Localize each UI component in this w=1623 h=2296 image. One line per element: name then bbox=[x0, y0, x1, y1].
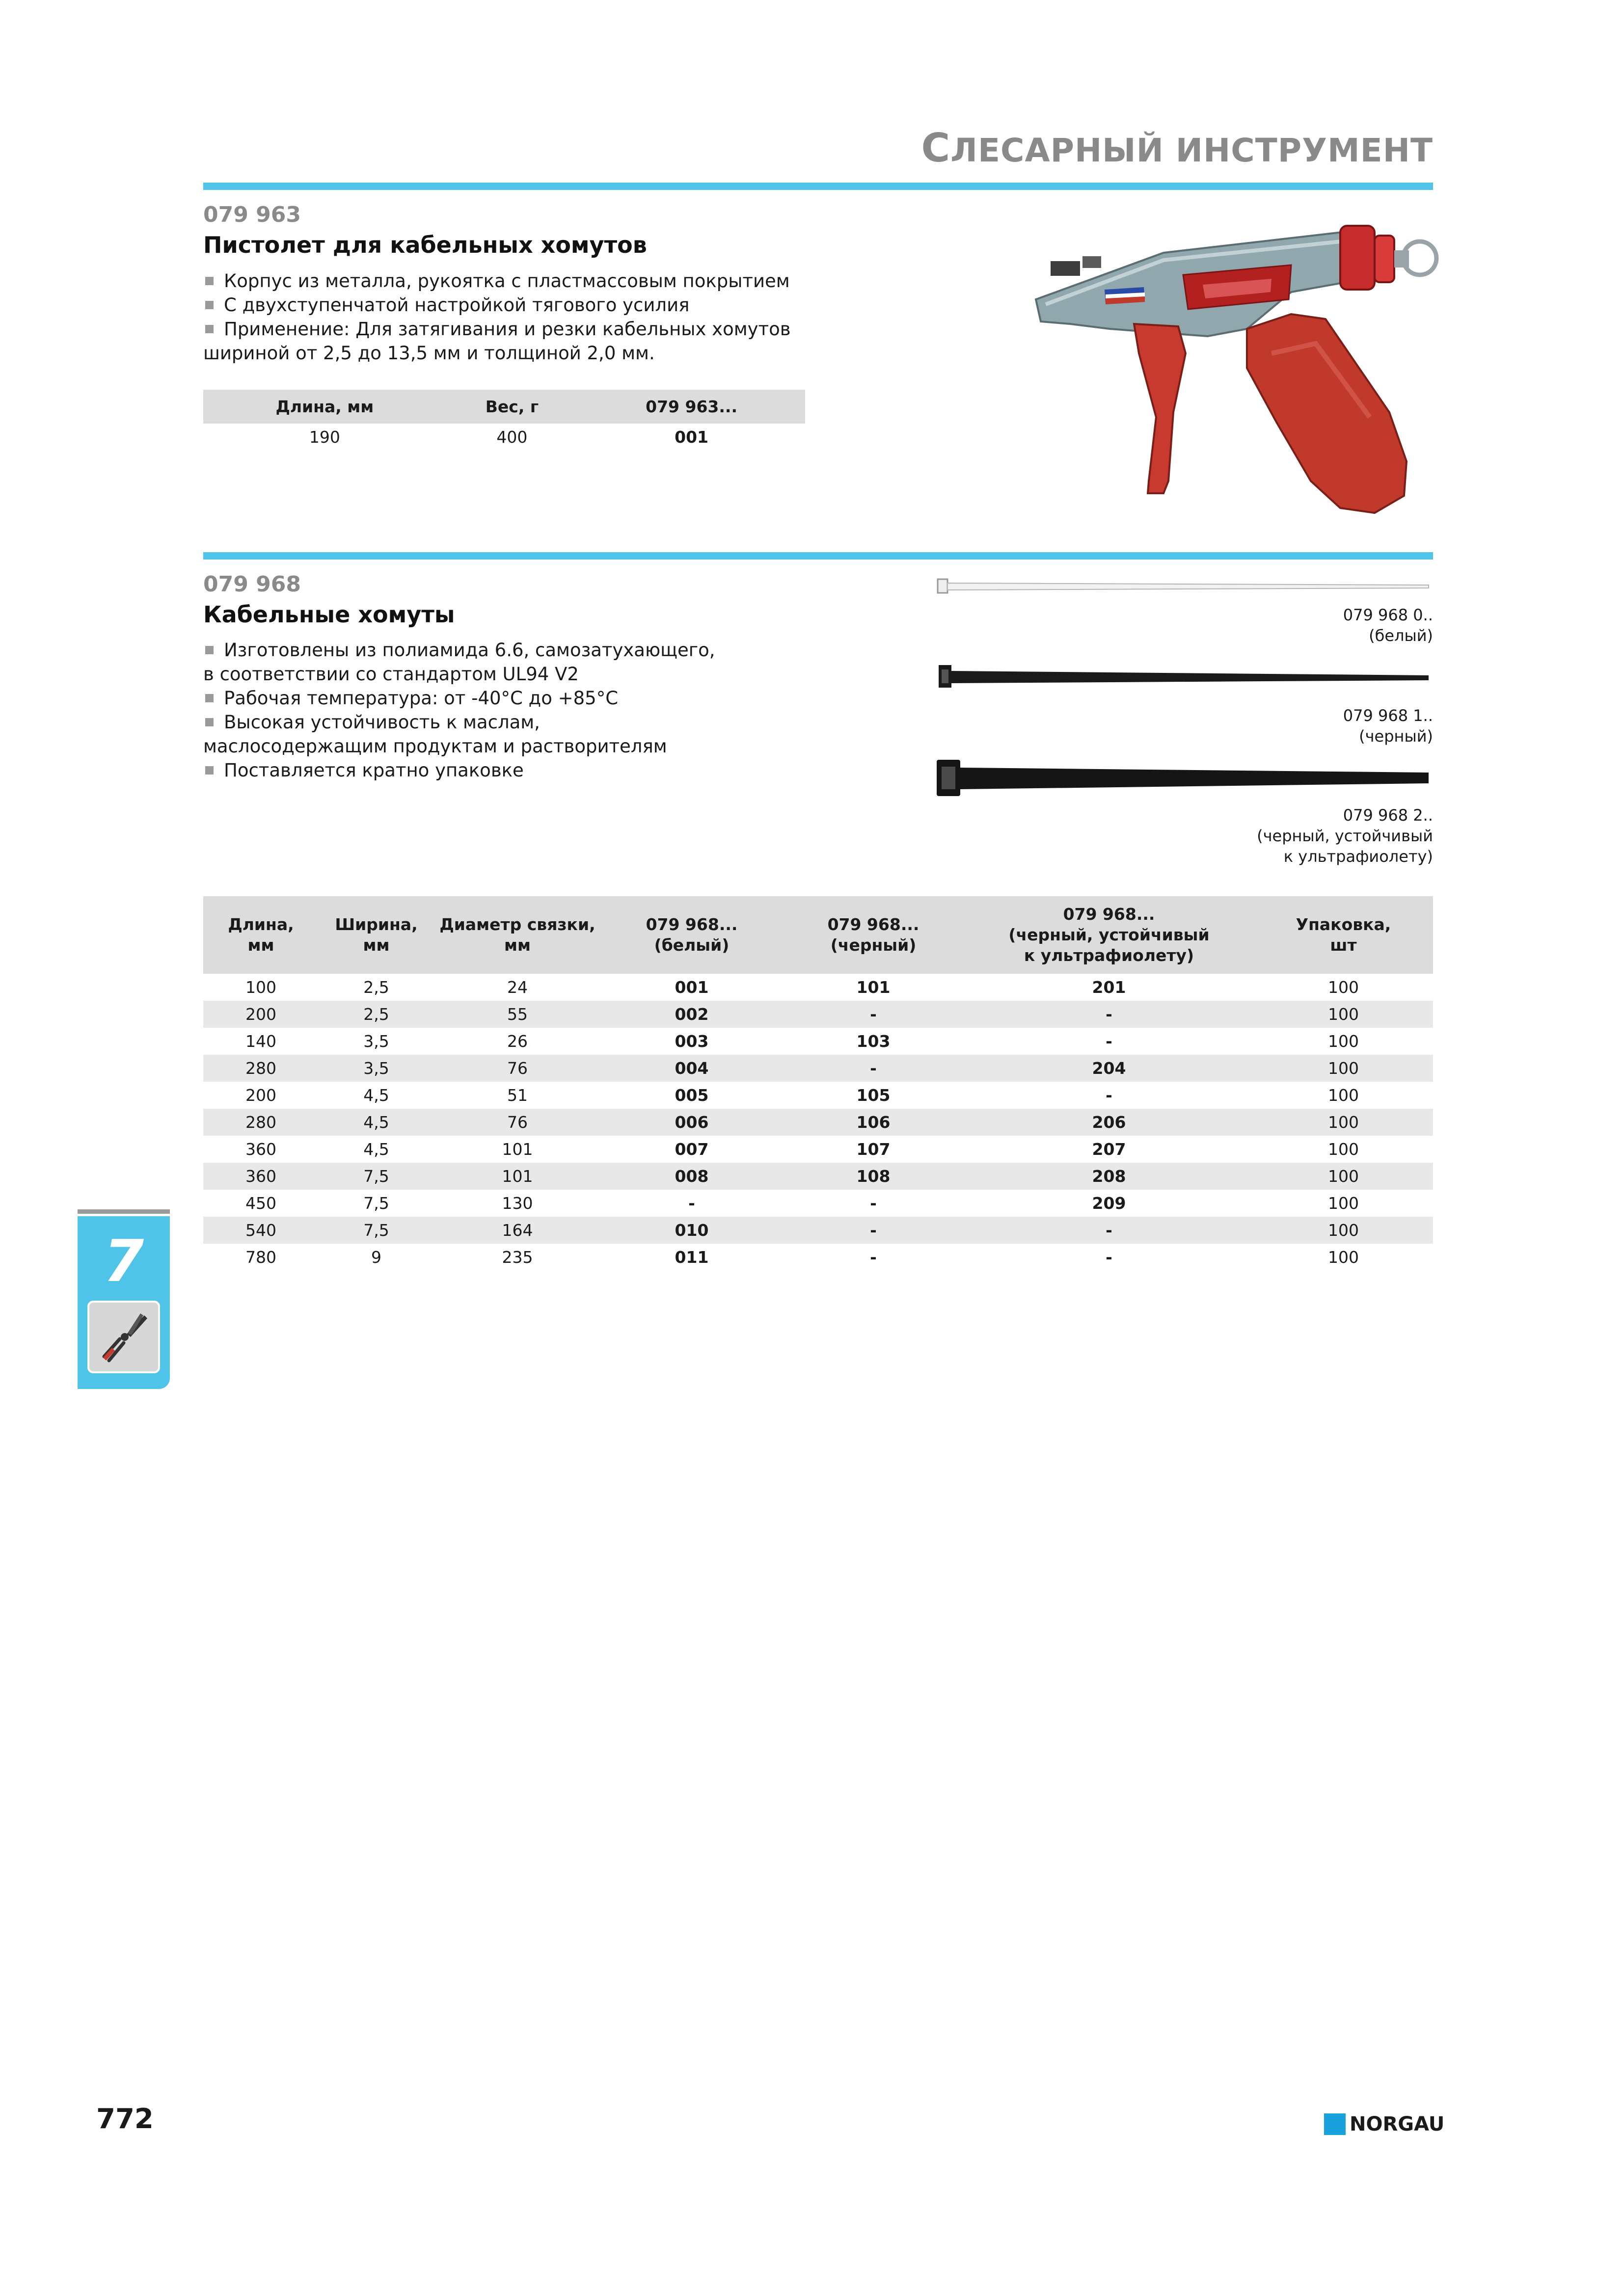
table-cell: 540 bbox=[203, 1217, 319, 1244]
table-cell: 26 bbox=[507, 1032, 528, 1051]
table-cell: 100 bbox=[1254, 1055, 1433, 1082]
table-cell: 204 bbox=[964, 1055, 1254, 1082]
table-cell: - bbox=[1106, 1032, 1112, 1051]
table-cell: 105 bbox=[856, 1086, 891, 1105]
table-cell: 101 bbox=[856, 978, 891, 997]
bullet-continuation: шириной от 2,5 до 13,5 мм и толщиной 2,0 мм. bbox=[203, 343, 655, 364]
brand-logo-mark bbox=[1324, 2113, 1346, 2135]
column-header: Диаметр связки, мм bbox=[434, 896, 601, 974]
table-cell: 001 bbox=[675, 427, 708, 447]
column-header: Упаковка, шт bbox=[1254, 896, 1433, 974]
brand-name: NORGAU bbox=[1350, 2113, 1445, 2136]
table-cell: 130 bbox=[502, 1194, 533, 1213]
table-row bbox=[203, 1244, 1433, 1271]
table-cell: 101 bbox=[434, 1163, 601, 1190]
table-cell: 55 bbox=[434, 1001, 601, 1028]
column-header: 079 968... (черный, устойчивый к ультрафиолету) bbox=[964, 896, 1254, 974]
bullet-item: Корпус из металла, рукоятка с пластмассовым покрытием bbox=[203, 269, 841, 293]
table-cell: 005 bbox=[675, 1086, 709, 1105]
table-cell: 006 bbox=[601, 1109, 783, 1136]
table-cell: 235 bbox=[502, 1248, 533, 1267]
table-cell: - bbox=[783, 1055, 964, 1082]
bullet-item: Высокая устойчивость к маслам, bbox=[203, 710, 841, 734]
table-row bbox=[203, 1109, 1433, 1136]
product-title: Пистолет для кабельных хомутов bbox=[203, 232, 647, 258]
table-cell: - bbox=[783, 1217, 964, 1244]
bullet-continuation: маслосодержащим продуктам и растворителям bbox=[203, 736, 667, 757]
bullet-item: Изготовлены из полиамида 6.6, самозатухающего, bbox=[203, 638, 841, 662]
table-cell: 011 bbox=[675, 1248, 709, 1267]
table-cell: 360 bbox=[245, 1140, 276, 1159]
table-cell: 51 bbox=[507, 1086, 528, 1105]
table-cell: - bbox=[870, 1194, 877, 1213]
table-cell: 008 bbox=[601, 1163, 783, 1190]
tie-caption-white bbox=[1343, 605, 1433, 646]
table-cell: 100 bbox=[1328, 1086, 1359, 1105]
table-cell: 107 bbox=[856, 1140, 891, 1159]
column-header: 079 968... (белый) bbox=[601, 896, 783, 974]
table-cell: 280 bbox=[203, 1055, 319, 1082]
table-cell: 3,5 bbox=[319, 1055, 434, 1082]
table-cell: - bbox=[870, 1248, 877, 1267]
column-header: Вес, г bbox=[446, 390, 578, 424]
table-cell: 208 bbox=[964, 1163, 1254, 1190]
table-cell: 780 bbox=[245, 1248, 276, 1267]
table-cell: 100 bbox=[1254, 1163, 1433, 1190]
table-cell: 101 bbox=[502, 1140, 533, 1159]
tie-caption-line: к ультрафиолету) bbox=[1283, 847, 1433, 866]
table-row bbox=[203, 1001, 1433, 1028]
table-cell: 3,5 bbox=[363, 1032, 389, 1051]
table-row bbox=[203, 974, 1433, 1001]
table-cell: - bbox=[688, 1194, 695, 1213]
table-cell: 100 bbox=[1254, 1001, 1433, 1028]
tie-caption-uv bbox=[1257, 805, 1433, 867]
table-cell: 207 bbox=[1092, 1140, 1126, 1159]
table-cell: 100 bbox=[245, 978, 276, 997]
bullet-item: Рабочая температура: от -40°C до +85°C bbox=[203, 686, 841, 710]
section-divider bbox=[203, 183, 1433, 190]
product-code: 079 963 bbox=[203, 202, 301, 227]
table-cell: 209 bbox=[1092, 1194, 1126, 1213]
table-cell: 100 bbox=[1254, 1109, 1433, 1136]
table-cell: 4,5 bbox=[319, 1109, 434, 1136]
table-cell: - bbox=[964, 1217, 1254, 1244]
table-cell: 9 bbox=[371, 1248, 381, 1267]
tie-caption-line: 079 968 2.. bbox=[1343, 806, 1433, 825]
table-cell: 190 bbox=[309, 427, 340, 447]
bullet-item: Поставляется кратно упаковке bbox=[203, 758, 841, 782]
tie-caption-black bbox=[1343, 705, 1433, 747]
tie-caption-line: 079 968 0.. bbox=[1343, 606, 1433, 624]
column-header: Ширина, мм bbox=[319, 896, 434, 974]
column-header: Длина, мм bbox=[203, 896, 319, 974]
table-cell: 7,5 bbox=[363, 1194, 389, 1213]
table-cell: - bbox=[783, 1001, 964, 1028]
table-cell: 206 bbox=[964, 1109, 1254, 1136]
column-header: Длина, мм bbox=[203, 390, 446, 424]
table-cell: - bbox=[1106, 1086, 1112, 1105]
table-row bbox=[203, 1055, 1433, 1082]
table-row bbox=[203, 1190, 1433, 1217]
variants-table bbox=[203, 896, 1433, 1271]
feature-list bbox=[203, 269, 841, 365]
product-title: Кабельные хомуты bbox=[203, 601, 455, 628]
table-cell: 002 bbox=[601, 1001, 783, 1028]
table-cell: 164 bbox=[434, 1217, 601, 1244]
page-number: 772 bbox=[96, 2103, 154, 2135]
table-cell: 100 bbox=[1328, 978, 1359, 997]
table-cell: 100 bbox=[1254, 1217, 1433, 1244]
table-cell: - bbox=[964, 1001, 1254, 1028]
table-cell: 280 bbox=[203, 1109, 319, 1136]
tie-caption-line: (белый) bbox=[1369, 626, 1433, 645]
section-divider bbox=[203, 552, 1433, 560]
tie-caption-line: (черный, устойчивый bbox=[1257, 827, 1433, 845]
table-cell: 450 bbox=[245, 1194, 276, 1213]
table-cell: 140 bbox=[245, 1032, 276, 1051]
table-cell: 001 bbox=[675, 978, 709, 997]
table-cell: 2,5 bbox=[319, 1001, 434, 1028]
table-cell: 360 bbox=[203, 1163, 319, 1190]
column-header: 079 963... bbox=[578, 390, 805, 424]
section-title: СЛЕСАРНЫЙ ИНСТРУМЕНТ bbox=[921, 125, 1433, 171]
table-row bbox=[203, 1163, 1433, 1190]
table-row bbox=[203, 1082, 1433, 1109]
pliers-icon bbox=[87, 1301, 160, 1373]
table-cell: 400 bbox=[496, 427, 528, 447]
table-cell: 100 bbox=[1328, 1248, 1359, 1267]
table-cell: - bbox=[1106, 1248, 1112, 1267]
product-code: 079 968 bbox=[203, 572, 301, 597]
table-cell: 103 bbox=[856, 1032, 891, 1051]
table-cell: 010 bbox=[601, 1217, 783, 1244]
table-cell: 4,5 bbox=[363, 1140, 389, 1159]
table-cell: 100 bbox=[1328, 1194, 1359, 1213]
table-cell: 106 bbox=[783, 1109, 964, 1136]
table-cell: 004 bbox=[601, 1055, 783, 1082]
bullet-item: С двухступенчатой настройкой тягового усилия bbox=[203, 293, 841, 317]
table-cell: 200 bbox=[245, 1086, 276, 1105]
table-cell: 007 bbox=[675, 1140, 709, 1159]
table-cell: 100 bbox=[1328, 1140, 1359, 1159]
table-cell: 7,5 bbox=[319, 1163, 434, 1190]
bullet-item: Применение: Для затягивания и резки кабельных хомутов bbox=[203, 317, 841, 341]
table-cell: 2,5 bbox=[363, 978, 389, 997]
table-row bbox=[203, 1217, 1433, 1244]
table-cell: 24 bbox=[507, 978, 528, 997]
cable-tie-gun-image bbox=[1016, 206, 1448, 520]
spec-table bbox=[203, 390, 805, 450]
table-row bbox=[203, 1136, 1433, 1163]
tie-caption-line: 079 968 1.. bbox=[1343, 706, 1433, 725]
table-cell: 7,5 bbox=[319, 1217, 434, 1244]
table-cell: 201 bbox=[1092, 978, 1126, 997]
chapter-tab-line bbox=[78, 1209, 170, 1214]
table-cell: 003 bbox=[675, 1032, 709, 1051]
table-cell: 76 bbox=[434, 1109, 601, 1136]
table-row bbox=[203, 1028, 1433, 1055]
column-header: 079 968... (черный) bbox=[783, 896, 964, 974]
bullet-continuation: в соответствии со стандартом UL94 V2 bbox=[203, 664, 579, 685]
table-row bbox=[203, 424, 805, 450]
table-cell: 76 bbox=[434, 1055, 601, 1082]
table-cell: 200 bbox=[203, 1001, 319, 1028]
chapter-number: 7 bbox=[103, 1227, 144, 1295]
table-cell: 100 bbox=[1328, 1032, 1359, 1051]
table-cell: 4,5 bbox=[363, 1086, 389, 1105]
tie-caption-line: (черный) bbox=[1359, 727, 1433, 746]
table-cell: 108 bbox=[783, 1163, 964, 1190]
feature-list bbox=[203, 638, 841, 782]
